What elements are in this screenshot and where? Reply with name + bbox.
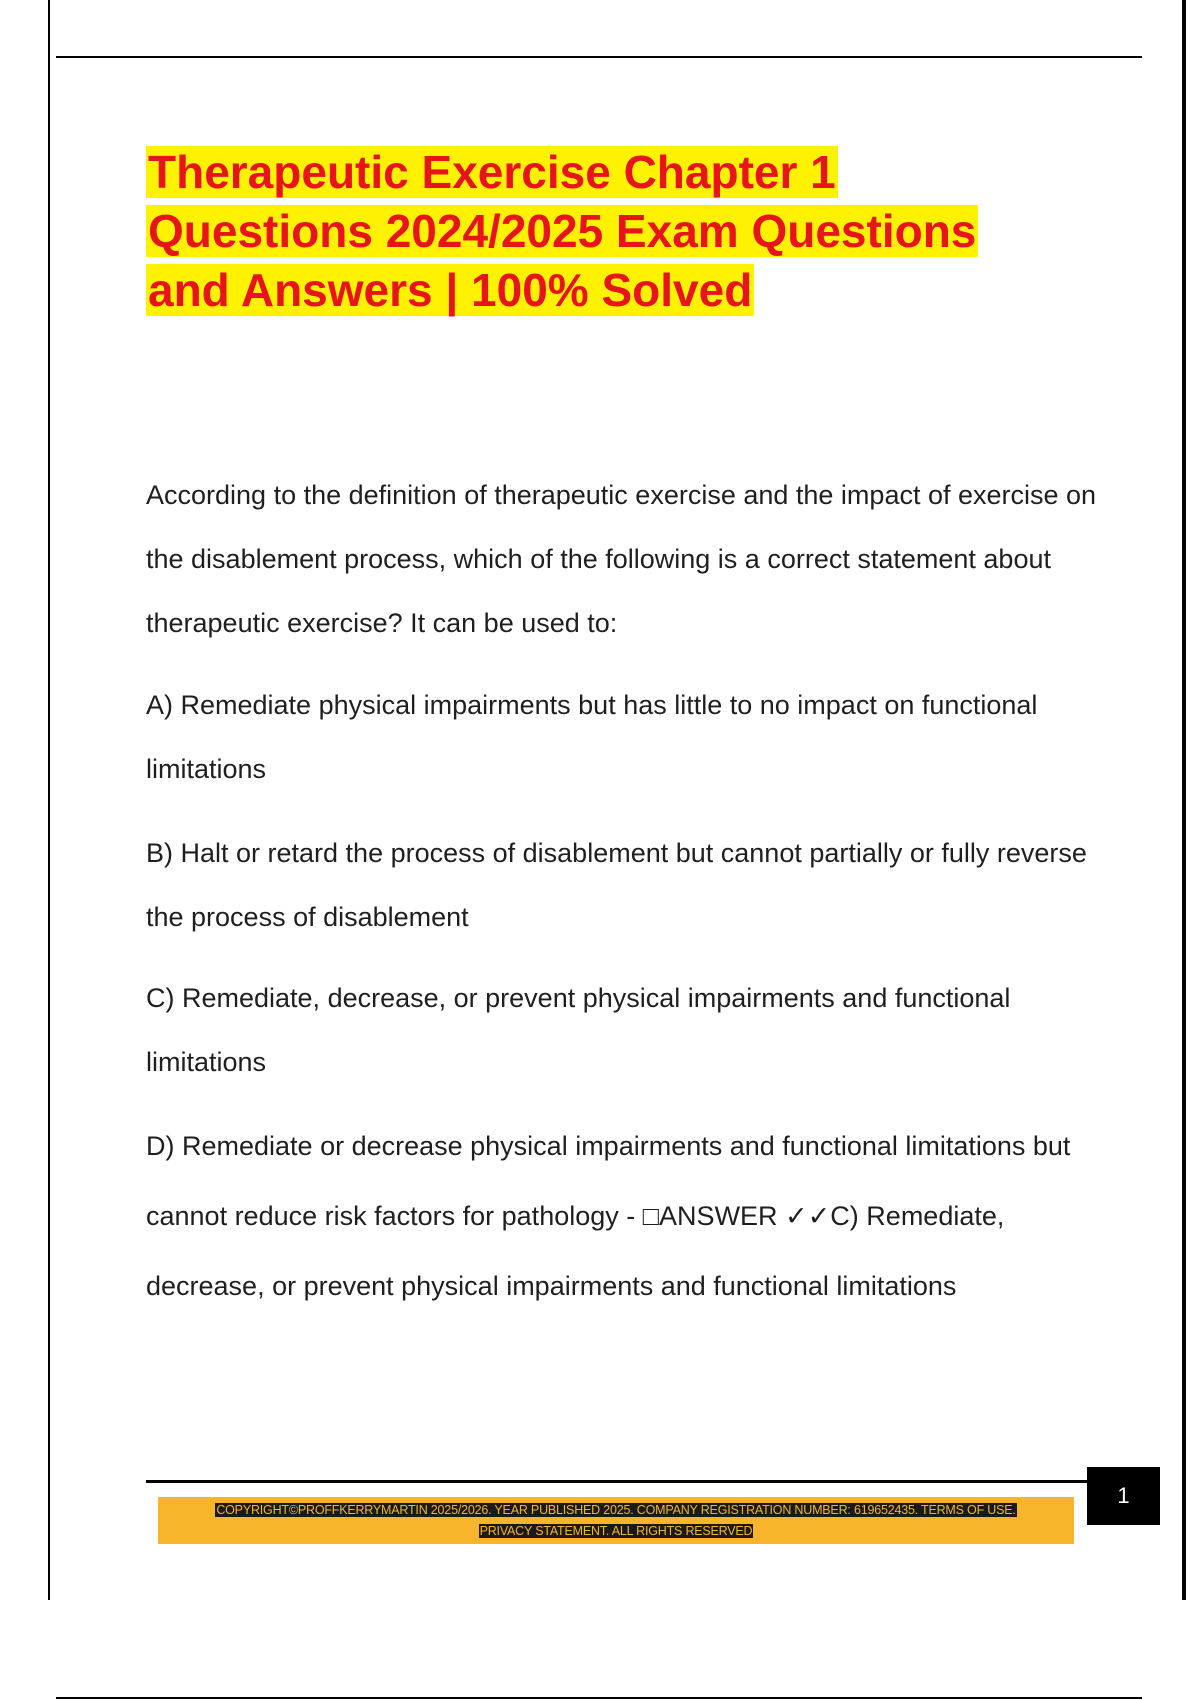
document-title [146, 143, 1106, 320]
title-line-3: and Answers | 100% Solved [148, 264, 753, 316]
option-b: B) Halt or retard the process of disablement but cannot partially or fully reverse the process of disablement [146, 838, 1087, 932]
page-border-right [1182, 0, 1186, 1600]
copyright-notice [158, 1500, 1074, 1542]
next-page-rule [56, 1697, 1142, 1699]
page-border-left [48, 0, 50, 1600]
option-a: A) Remediate physical impairments but has little to no impact on functional limitations [146, 690, 1038, 784]
title-line-2: Questions 2024/2025 Exam Questions [148, 205, 977, 257]
copyright-line-1: COPYRIGHT©PROFFKERRYMARTIN 2025/2026. YEAR PUBLISHED 2025. COMPANY REGISTRATION NUMBER: 619652435. TERMS OF USE. [216, 1503, 1016, 1517]
title-line-1: Therapeutic Exercise Chapter 1 [148, 146, 836, 198]
option-c: C) Remediate, decrease, or prevent physical impairments and functional limitations [146, 983, 1011, 1077]
copyright-line-2: PRIVACY STATEMENT. ALL RIGHTS RESERVED [479, 1524, 753, 1538]
question-stem: According to the definition of therapeutic exercise and the impact of exercise on the disablement process, which of the following is a correct statement about therapeutic exercise? It can be used to: [146, 480, 1097, 638]
option-d-with-answer: D) Remediate or decrease physical impairments and functional limitations but cannot reduce risk factors for pathology - □ANSWER ✓✓C) Remediate, decrease, or prevent physical impairments and functional limitations [146, 1131, 1071, 1301]
footer-rule [146, 1480, 1090, 1483]
page-number: 1 [1087, 1467, 1160, 1525]
header-rule [56, 56, 1142, 58]
